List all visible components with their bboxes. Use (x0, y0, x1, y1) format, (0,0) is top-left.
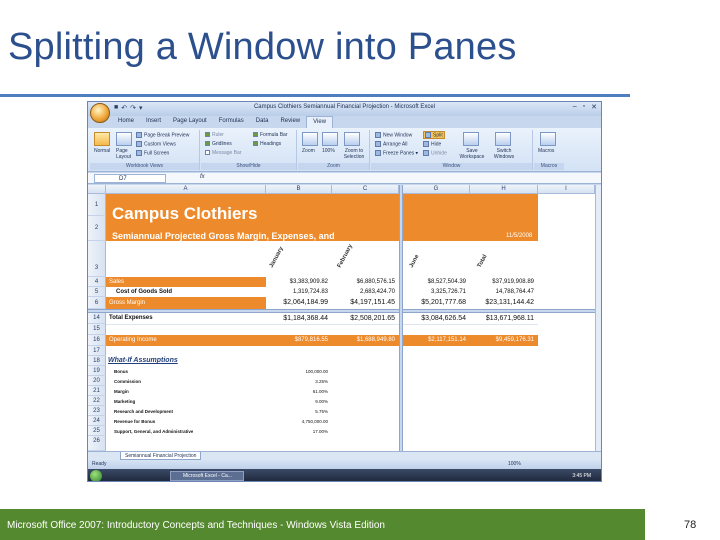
window-label: Window (371, 163, 532, 170)
macros-label: Macros (534, 163, 564, 170)
zoom-group (298, 130, 370, 170)
tab-home[interactable]: Home (118, 118, 135, 124)
page-number: 78 (684, 519, 697, 531)
row-header[interactable]: 25 (88, 426, 106, 436)
office-button[interactable] (90, 103, 110, 123)
title-bar (88, 102, 601, 116)
show-hide-group (201, 130, 297, 170)
sheet-tab-bar (88, 451, 601, 460)
unhide-button[interactable]: Unhide (423, 150, 447, 156)
assumption-label: Research and Development (114, 409, 174, 414)
page-break-icon (136, 132, 142, 138)
show-hide-label: Show/Hide (201, 163, 296, 170)
column-header-h[interactable]: H (470, 185, 538, 194)
sales-band (106, 277, 266, 287)
row-header[interactable]: 23 (88, 406, 106, 416)
assumption-label: Bonus (114, 369, 128, 374)
unhide-icon (423, 150, 429, 156)
cell-value[interactable]: 3,325,726.71 (430, 289, 466, 295)
taskbar-excel-button[interactable]: Microsoft Excel - Ca... (170, 471, 244, 481)
sheet-tab[interactable]: Semiannual Financial Projection (120, 452, 201, 460)
status-text: Ready (92, 461, 107, 467)
footer-text: Microsoft Office 2007: Introductory Concepts and Techniques - Windows Vista Edition (7, 520, 385, 531)
title-rule (0, 94, 630, 97)
page-layout-view-button[interactable]: Page Layout (116, 148, 132, 160)
column-header-b[interactable]: B (266, 185, 332, 194)
hide-button[interactable]: Hide (423, 141, 441, 147)
name-box[interactable]: D7 (94, 174, 166, 183)
assumption-value[interactable]: 17.00% (312, 429, 328, 434)
cell-value[interactable]: $23,131,144.42 (485, 299, 534, 306)
row-header[interactable]: 21 (88, 386, 106, 396)
slide-title: Splitting a Window into Panes (8, 26, 517, 68)
freeze-panes-button[interactable]: Freeze Panes ▾ (375, 150, 418, 156)
tab-view[interactable]: View (306, 116, 333, 128)
assumption-label: Support, General, and Administrative (114, 429, 194, 434)
restore-icon[interactable]: ▫ (582, 103, 586, 110)
cell-value[interactable]: $5,201,777.68 (421, 299, 466, 306)
close-icon[interactable]: ✕ (591, 104, 597, 111)
undo-icon[interactable]: ↶ (121, 105, 128, 112)
custom-views-icon (136, 141, 142, 147)
cell-value[interactable]: $37,919,908.89 (492, 279, 534, 285)
row-header[interactable]: 15 (88, 324, 106, 335)
zoom-label: Zoom (298, 163, 369, 170)
cell-value[interactable]: $1,184,368.44 (283, 315, 328, 322)
split-icon (425, 132, 431, 138)
customize-qat-icon[interactable]: ▾ (138, 105, 143, 112)
cell-value[interactable]: $879,816.55 (294, 337, 328, 343)
column-header-a[interactable]: A (106, 185, 266, 194)
switch-windows-button[interactable]: Switch Windows (493, 148, 515, 160)
column-header-c[interactable]: C (332, 185, 399, 194)
normal-view-button[interactable]: Normal (94, 148, 111, 154)
cell-value[interactable]: 2,683,424.70 (359, 289, 395, 295)
ribbon (88, 128, 601, 172)
row-header[interactable]: 2 (88, 216, 106, 241)
ribbon-tabs (112, 116, 333, 128)
row-header[interactable]: 5 (88, 287, 106, 297)
new-window-icon (375, 132, 381, 138)
excel-window (87, 101, 602, 482)
cell-value[interactable]: $3,383,909.82 (289, 279, 328, 285)
ruler-checkbox[interactable]: Ruler (205, 132, 224, 138)
column-header-i[interactable]: I (538, 185, 595, 194)
date-cell: 11/5/2008 (506, 233, 533, 239)
cell-value[interactable]: $8,527,504.39 (427, 279, 466, 285)
save-workspace-icon[interactable] (463, 132, 479, 146)
macros-icon[interactable] (540, 132, 556, 146)
custom-views-button[interactable]: Custom Views (136, 141, 176, 147)
row-header[interactable]: 3 (88, 241, 106, 277)
gross-margin-label: Gross Margin (109, 300, 146, 306)
row-header[interactable]: 4 (88, 277, 106, 287)
month-header-february: February (336, 243, 355, 269)
cell-value[interactable]: $2,064,184.99 (283, 299, 328, 306)
formula-bar-checkbox[interactable]: Formula Bar (253, 132, 288, 138)
page-break-preview-button[interactable]: Page Break Preview (136, 132, 189, 138)
window-controls (573, 103, 597, 111)
column-header-g[interactable]: G (403, 185, 470, 194)
sales-label: Sales (109, 279, 125, 285)
assumption-value[interactable]: 5.75% (315, 409, 328, 414)
new-window-button[interactable]: New Window (375, 132, 412, 138)
hide-icon (423, 141, 429, 147)
zoom-to-selection-icon[interactable] (344, 132, 360, 146)
assumption-label: Commission (114, 379, 142, 384)
status-bar (88, 460, 601, 469)
cell-value[interactable]: $1,688,949.80 (356, 337, 395, 343)
cell-value[interactable]: $9,459,176.31 (495, 337, 534, 343)
page-layout-view-icon[interactable] (116, 132, 132, 146)
cell-value[interactable]: $6,880,576.15 (356, 279, 395, 285)
redo-icon[interactable]: ↷ (130, 105, 136, 112)
insert-function-icon[interactable]: fx (200, 174, 205, 180)
assumption-value[interactable]: 3.25% (315, 379, 328, 384)
tab-insert[interactable]: Insert (146, 118, 162, 124)
message-bar-checkbox[interactable]: Message Bar (205, 150, 241, 156)
row-header[interactable]: 19 (88, 366, 106, 376)
headings-checkbox[interactable]: Headings (253, 141, 281, 147)
zoom-to-selection-button[interactable]: Zoom to Selection (343, 148, 365, 160)
save-icon[interactable]: ■ (114, 104, 119, 111)
cell-value[interactable]: $3,084,626.54 (421, 315, 466, 322)
tab-formulas[interactable]: Formulas (218, 118, 244, 124)
zoom-100-icon[interactable] (322, 132, 338, 146)
workbook-views-group (90, 130, 200, 170)
full-screen-icon (136, 150, 142, 156)
normal-view-icon[interactable] (94, 132, 110, 146)
gridlines-checkbox[interactable]: Gridlines (205, 141, 232, 147)
save-workspace-button[interactable]: Save Workspace (459, 148, 485, 160)
tab-data[interactable]: Data (255, 118, 269, 124)
assumption-value[interactable]: 100,000.00 (305, 369, 328, 374)
zoom-icon[interactable] (302, 132, 318, 146)
workbook-views-label: Workbook Views (90, 163, 199, 170)
tab-page-layout[interactable]: Page Layout (173, 118, 207, 124)
assumption-value[interactable]: 9.00% (315, 399, 328, 404)
cogs-label: Cost of Goods Sold (116, 289, 172, 295)
arrange-all-button[interactable]: Arrange All (375, 141, 407, 147)
start-button[interactable] (90, 470, 102, 482)
switch-windows-icon[interactable] (495, 132, 511, 146)
zoom-level[interactable]: 100% (508, 461, 521, 467)
macros-group (534, 130, 564, 170)
zoom-100-button[interactable]: 100% (322, 148, 335, 154)
worksheet-grid[interactable] (88, 185, 602, 451)
full-screen-button[interactable]: Full Screen (136, 150, 169, 156)
row-header[interactable]: 14 (88, 313, 106, 324)
sheet-title: Campus Clothiers (112, 204, 258, 223)
taskbar (88, 469, 601, 482)
month-header-june: June (408, 253, 421, 269)
assumption-value[interactable]: 61.00% (312, 389, 328, 394)
sheet-subtitle: Semiannual Projected Gross Margin, Expenses, and (112, 231, 335, 241)
cell-value[interactable]: $13,671,968.11 (485, 315, 534, 322)
formula-bar (88, 173, 601, 184)
split-button[interactable]: Split (423, 131, 445, 139)
cell-value[interactable]: 1,319,724.83 (292, 289, 328, 295)
row-header[interactable]: 17 (88, 346, 106, 356)
assumption-label: Revenue for Bonus (114, 419, 156, 424)
vertical-scrollbar[interactable] (595, 185, 602, 451)
row-header[interactable]: 26 (88, 436, 106, 451)
row-header[interactable]: 22 (88, 396, 106, 406)
row-header[interactable]: 24 (88, 416, 106, 426)
row-header[interactable]: 18 (88, 356, 106, 366)
total-expenses-label: Total Expenses (109, 315, 153, 321)
row-header[interactable]: 20 (88, 376, 106, 386)
row-header[interactable]: 6 (88, 297, 106, 309)
zoom-button[interactable]: Zoom (302, 148, 315, 154)
cell-value[interactable]: 14,788,764.47 (495, 289, 534, 295)
horizontal-split-bar[interactable] (88, 309, 602, 313)
assumption-label: Marketing (114, 399, 136, 404)
macros-button[interactable]: Macros (538, 148, 555, 154)
minimize-icon[interactable]: – (572, 103, 577, 110)
freeze-panes-icon (375, 150, 381, 156)
cell-value[interactable]: $4,197,151.45 (350, 299, 395, 306)
assumption-label: Margin (114, 389, 129, 394)
row-divider (106, 324, 538, 325)
month-header-january: January (268, 245, 285, 269)
vertical-split-bar[interactable] (399, 185, 403, 451)
operating-income-label: Operating Income (109, 337, 157, 343)
select-all-corner[interactable] (88, 185, 106, 194)
window-title: Campus Clothiers Semiannual Financial Projection - Microsoft Excel (253, 104, 436, 110)
month-header-total: Total (476, 253, 489, 269)
assumption-value[interactable]: 4,750,000.00 (301, 419, 328, 424)
row-header[interactable]: 16 (88, 335, 106, 346)
row-header[interactable]: 1 (88, 194, 106, 216)
what-if-heading: What-If Assumptions (108, 357, 178, 364)
arrange-all-icon (375, 141, 381, 147)
window-group (371, 130, 533, 170)
clock: 3:45 PM (572, 473, 591, 479)
cell-value[interactable]: $2,508,201.65 (350, 315, 395, 322)
cell-value[interactable]: $2,117,151.14 (428, 337, 466, 343)
tab-review[interactable]: Review (280, 118, 301, 124)
